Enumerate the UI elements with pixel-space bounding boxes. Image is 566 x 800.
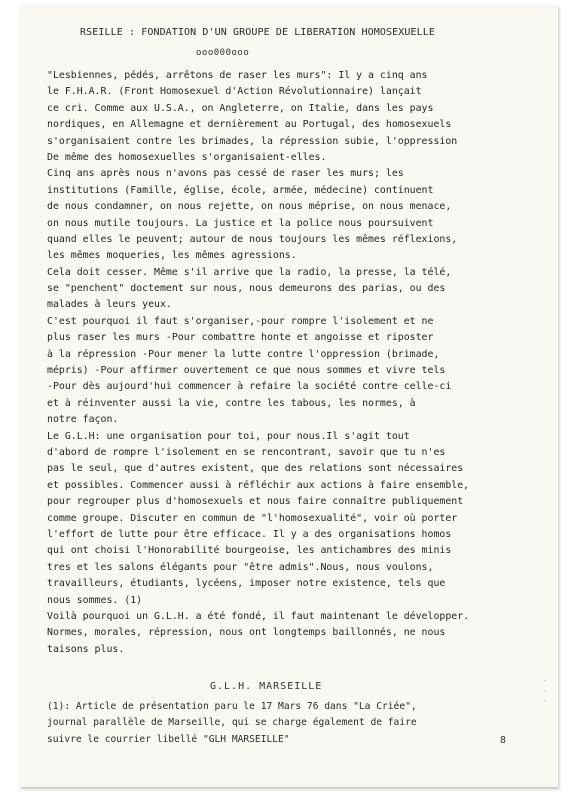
- body-line: Le G.L.H: une organisation pour toi, pour nous.Il s'agit tout: [47, 430, 410, 442]
- document-heading: RSEILLE : FONDATION D'UN GROUPE DE LIBERATION HOMOSEXUELLE: [80, 27, 435, 38]
- body-line: pas le seul, que d'autres existent, que des relations sont nécessaires: [47, 463, 464, 475]
- body-line: plus raser les murs -Pour combattre honte et angoisse et riposter: [47, 332, 434, 344]
- page-number: 8: [500, 735, 507, 746]
- body-line: s'organisaient contre les brimades, la répression subie, l'oppression: [47, 135, 458, 147]
- footnote: [47, 699, 547, 748]
- body-line: notre façon.: [47, 414, 119, 426]
- body-line: institutions (Famille, église, école, armée, médecine) continuent: [47, 184, 434, 196]
- body-line: -Pour dès aujourd'hui commencer à refaire la société contre celle-ci: [47, 381, 452, 393]
- body-line: les mêmes moqueries, les mêmes agressions.: [47, 250, 297, 262]
- footnote-line: journal parallèle de Marseille, qui se charge également de faire: [47, 717, 417, 729]
- body-line: nous sommes. (1): [47, 594, 143, 606]
- body-text: [47, 68, 547, 658]
- body-line: nordiques, en Allemagne et dernièrement au Portugal, des homosexuels: [47, 119, 452, 131]
- footnote-line: suivre le courrier libellé "GLH MARSEILLE": [47, 733, 290, 745]
- body-line: et possibles. Commencer aussi à réfléchir aux actions à faire ensemble,: [47, 479, 470, 491]
- body-line: malades à leurs yeux.: [47, 299, 172, 311]
- body-line: se "penchent" doctement sur nous, nous demeurons des parias, ou des: [47, 283, 446, 295]
- body-line: tres et les salons élégants pour "être admis".Nous, nous voulons,: [47, 561, 434, 573]
- body-line: et à réinventer aussi la vie, contre les tabous, les normes, à: [47, 397, 416, 409]
- body-line: le F.H.A.R. (Front Homosexuel d'Action Révolutionnaire) lançait: [47, 86, 422, 98]
- body-line: qui ont choisi l'Honorabilité bourgeoise, les antichambres des minis: [47, 545, 452, 557]
- body-line: C'est pourquoi il faut s'organiser,-pour rompre l'isolement et ne: [47, 315, 434, 327]
- footnote-line: (1): Article de présentation paru le 17 Mars 76 dans "La Criée",: [47, 701, 417, 712]
- body-line: "Lesbiennes, pédés, arrêtons de raser les murs": Il y a cinq ans: [47, 70, 428, 81]
- body-line: l'effort de lutte pour être efficace. Il y a des organisations homos: [47, 528, 452, 540]
- heading-ornament: ooo000ooo: [196, 48, 250, 58]
- document-page: [20, 5, 558, 787]
- body-line: d'abord de rompre l'isolement en se rencontrant, savoir que tu n'es: [47, 446, 446, 458]
- margin-mark: · · ·: [542, 677, 548, 707]
- body-line: on nous mutile toujours. La justice et la police nous poursuivent: [47, 217, 434, 229]
- body-line: De même des homosexuelles s'organisaient-elles.: [47, 151, 327, 163]
- body-line: travailleurs, étudiants, lycéens, imposer notre existence, tels que: [47, 578, 446, 590]
- body-line: pour regrouper plus d'homosexuels et nous faire connaître publiquement: [47, 496, 464, 508]
- body-line: ce cri. Comme aux U.S.A., on Angleterre, on Italie, dans les pays: [47, 102, 434, 114]
- body-line: Cinq ans après nous n'avons pas cessé de raser les murs; les: [47, 168, 404, 180]
- body-line: quand elles le peuvent; autour de nous toujours les mêmes réflexions,: [47, 233, 458, 245]
- body-line: Normes, morales, répression, nous ont longtemps baillonnés, ne nous: [47, 627, 446, 639]
- body-line: de nous condamner, on nous rejette, on nous méprise, on nous menace,: [47, 201, 452, 213]
- body-line: Voilà pourquoi un G.L.H. a été fondé, il faut maintenant le développer.: [47, 610, 470, 622]
- body-line: Cela doit cesser. Même s'il arrive que la radio, la presse, la télé,: [47, 266, 452, 278]
- body-line: à la répression -Pour mener la lutte contre l'oppression (brimade,: [47, 348, 440, 360]
- signature: G.L.H. MARSEILLE: [210, 681, 323, 692]
- body-line: mépris) -Pour affirmer ouvertement ce que nous sommes et vivre tels: [47, 365, 446, 377]
- body-line: comme groupe. Discuter en commun de "l'homosexualité", voir où porter: [47, 512, 458, 524]
- body-line: taisons plus.: [47, 643, 125, 655]
